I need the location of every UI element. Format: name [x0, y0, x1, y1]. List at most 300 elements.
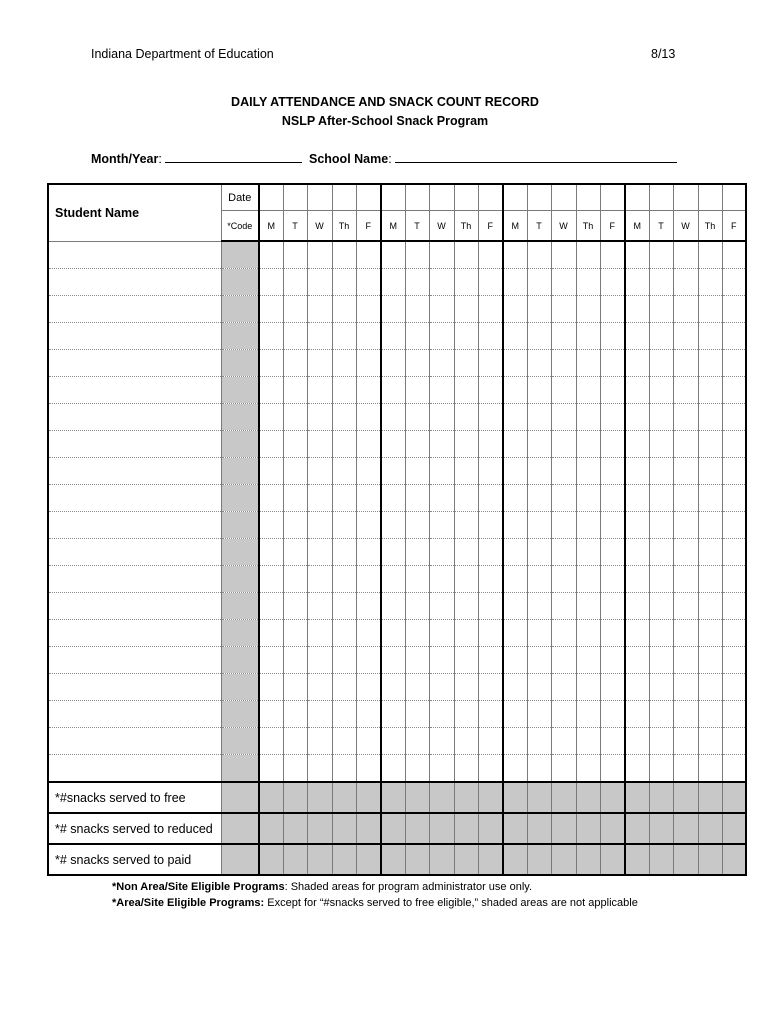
- attendance-cell[interactable]: [307, 404, 332, 431]
- attendance-cell[interactable]: [527, 647, 551, 674]
- attendance-cell[interactable]: [551, 593, 576, 620]
- attendance-cell[interactable]: [527, 674, 551, 701]
- attendance-cell[interactable]: [649, 674, 673, 701]
- attendance-cell[interactable]: [698, 674, 722, 701]
- attendance-cell[interactable]: [673, 512, 698, 539]
- date-cell[interactable]: [307, 184, 332, 211]
- attendance-cell[interactable]: [673, 755, 698, 783]
- attendance-cell[interactable]: [478, 323, 503, 350]
- student-name-cell[interactable]: [48, 539, 221, 566]
- attendance-cell[interactable]: [454, 701, 478, 728]
- attendance-cell[interactable]: [283, 296, 307, 323]
- attendance-cell[interactable]: [503, 755, 527, 783]
- attendance-cell[interactable]: [332, 269, 356, 296]
- totals-count-cell[interactable]: [527, 844, 551, 875]
- attendance-cell[interactable]: [405, 566, 429, 593]
- attendance-cell[interactable]: [649, 512, 673, 539]
- totals-count-cell[interactable]: [625, 782, 649, 813]
- attendance-cell[interactable]: [429, 728, 454, 755]
- totals-count-cell[interactable]: [478, 844, 503, 875]
- attendance-cell[interactable]: [332, 539, 356, 566]
- attendance-cell[interactable]: [429, 512, 454, 539]
- attendance-cell[interactable]: [381, 431, 405, 458]
- attendance-cell[interactable]: [503, 728, 527, 755]
- attendance-cell[interactable]: [429, 593, 454, 620]
- attendance-cell[interactable]: [405, 350, 429, 377]
- attendance-cell[interactable]: [356, 647, 381, 674]
- attendance-cell[interactable]: [503, 431, 527, 458]
- totals-count-cell[interactable]: [576, 813, 600, 844]
- totals-count-cell[interactable]: [307, 813, 332, 844]
- attendance-cell[interactable]: [429, 323, 454, 350]
- attendance-cell[interactable]: [600, 647, 625, 674]
- attendance-cell[interactable]: [259, 593, 283, 620]
- attendance-cell[interactable]: [649, 377, 673, 404]
- attendance-cell[interactable]: [551, 404, 576, 431]
- attendance-cell[interactable]: [478, 620, 503, 647]
- totals-count-cell[interactable]: [698, 844, 722, 875]
- attendance-cell[interactable]: [698, 512, 722, 539]
- totals-count-cell[interactable]: [429, 813, 454, 844]
- attendance-cell[interactable]: [454, 431, 478, 458]
- totals-count-cell[interactable]: [356, 813, 381, 844]
- attendance-cell[interactable]: [551, 269, 576, 296]
- attendance-cell[interactable]: [283, 404, 307, 431]
- student-name-cell[interactable]: [48, 458, 221, 485]
- attendance-cell[interactable]: [698, 701, 722, 728]
- attendance-cell[interactable]: [551, 728, 576, 755]
- attendance-cell[interactable]: [551, 485, 576, 512]
- code-cell[interactable]: [221, 674, 259, 701]
- attendance-cell[interactable]: [283, 647, 307, 674]
- attendance-cell[interactable]: [503, 593, 527, 620]
- attendance-cell[interactable]: [454, 404, 478, 431]
- totals-count-cell[interactable]: [625, 813, 649, 844]
- attendance-cell[interactable]: [698, 241, 722, 269]
- attendance-cell[interactable]: [722, 647, 746, 674]
- attendance-cell[interactable]: [600, 377, 625, 404]
- attendance-cell[interactable]: [503, 620, 527, 647]
- attendance-cell[interactable]: [478, 269, 503, 296]
- attendance-cell[interactable]: [307, 701, 332, 728]
- attendance-cell[interactable]: [673, 296, 698, 323]
- attendance-cell[interactable]: [259, 674, 283, 701]
- attendance-cell[interactable]: [332, 647, 356, 674]
- date-cell[interactable]: [405, 184, 429, 211]
- attendance-cell[interactable]: [429, 350, 454, 377]
- attendance-cell[interactable]: [307, 485, 332, 512]
- attendance-cell[interactable]: [527, 593, 551, 620]
- attendance-cell[interactable]: [600, 539, 625, 566]
- attendance-cell[interactable]: [576, 377, 600, 404]
- attendance-cell[interactable]: [478, 404, 503, 431]
- attendance-cell[interactable]: [429, 755, 454, 783]
- attendance-cell[interactable]: [332, 593, 356, 620]
- attendance-cell[interactable]: [625, 296, 649, 323]
- attendance-cell[interactable]: [551, 512, 576, 539]
- attendance-cell[interactable]: [625, 404, 649, 431]
- attendance-cell[interactable]: [381, 296, 405, 323]
- attendance-cell[interactable]: [600, 620, 625, 647]
- code-cell[interactable]: [221, 566, 259, 593]
- attendance-cell[interactable]: [625, 539, 649, 566]
- attendance-cell[interactable]: [259, 512, 283, 539]
- attendance-cell[interactable]: [405, 377, 429, 404]
- attendance-cell[interactable]: [673, 404, 698, 431]
- attendance-cell[interactable]: [454, 458, 478, 485]
- attendance-cell[interactable]: [527, 323, 551, 350]
- attendance-cell[interactable]: [259, 566, 283, 593]
- totals-count-cell[interactable]: [673, 813, 698, 844]
- totals-count-cell[interactable]: [307, 782, 332, 813]
- attendance-cell[interactable]: [454, 539, 478, 566]
- attendance-cell[interactable]: [307, 512, 332, 539]
- attendance-cell[interactable]: [527, 512, 551, 539]
- attendance-cell[interactable]: [625, 620, 649, 647]
- attendance-cell[interactable]: [478, 485, 503, 512]
- attendance-cell[interactable]: [356, 323, 381, 350]
- attendance-cell[interactable]: [454, 755, 478, 783]
- code-cell[interactable]: [221, 755, 259, 783]
- attendance-cell[interactable]: [405, 701, 429, 728]
- attendance-cell[interactable]: [307, 377, 332, 404]
- attendance-cell[interactable]: [478, 755, 503, 783]
- attendance-cell[interactable]: [356, 377, 381, 404]
- attendance-cell[interactable]: [722, 620, 746, 647]
- attendance-cell[interactable]: [527, 404, 551, 431]
- totals-count-cell[interactable]: [454, 813, 478, 844]
- totals-count-cell[interactable]: [454, 782, 478, 813]
- attendance-cell[interactable]: [332, 728, 356, 755]
- totals-count-cell[interactable]: [722, 813, 746, 844]
- attendance-cell[interactable]: [259, 431, 283, 458]
- totals-count-cell[interactable]: [698, 813, 722, 844]
- totals-count-cell[interactable]: [527, 813, 551, 844]
- attendance-cell[interactable]: [307, 350, 332, 377]
- attendance-cell[interactable]: [527, 539, 551, 566]
- totals-count-cell[interactable]: [600, 782, 625, 813]
- attendance-cell[interactable]: [673, 728, 698, 755]
- attendance-cell[interactable]: [454, 485, 478, 512]
- student-name-cell[interactable]: [48, 431, 221, 458]
- attendance-cell[interactable]: [649, 241, 673, 269]
- attendance-cell[interactable]: [503, 377, 527, 404]
- date-cell[interactable]: [429, 184, 454, 211]
- attendance-cell[interactable]: [454, 512, 478, 539]
- date-cell[interactable]: [527, 184, 551, 211]
- attendance-cell[interactable]: [429, 566, 454, 593]
- student-name-cell[interactable]: [48, 377, 221, 404]
- attendance-cell[interactable]: [381, 323, 405, 350]
- attendance-cell[interactable]: [381, 485, 405, 512]
- attendance-cell[interactable]: [454, 241, 478, 269]
- totals-count-cell[interactable]: [698, 782, 722, 813]
- attendance-cell[interactable]: [307, 323, 332, 350]
- date-cell[interactable]: [649, 184, 673, 211]
- attendance-cell[interactable]: [356, 431, 381, 458]
- attendance-cell[interactable]: [722, 241, 746, 269]
- attendance-cell[interactable]: [722, 404, 746, 431]
- attendance-cell[interactable]: [722, 458, 746, 485]
- attendance-cell[interactable]: [283, 566, 307, 593]
- attendance-cell[interactable]: [600, 241, 625, 269]
- attendance-cell[interactable]: [649, 755, 673, 783]
- student-name-cell[interactable]: [48, 701, 221, 728]
- attendance-cell[interactable]: [405, 323, 429, 350]
- attendance-cell[interactable]: [673, 620, 698, 647]
- attendance-cell[interactable]: [625, 701, 649, 728]
- attendance-cell[interactable]: [722, 512, 746, 539]
- attendance-cell[interactable]: [259, 323, 283, 350]
- attendance-cell[interactable]: [600, 512, 625, 539]
- month-year-field[interactable]: [91, 150, 302, 166]
- attendance-cell[interactable]: [259, 755, 283, 783]
- attendance-cell[interactable]: [283, 431, 307, 458]
- attendance-cell[interactable]: [576, 728, 600, 755]
- attendance-cell[interactable]: [698, 566, 722, 593]
- attendance-cell[interactable]: [307, 431, 332, 458]
- attendance-cell[interactable]: [478, 539, 503, 566]
- attendance-cell[interactable]: [454, 728, 478, 755]
- attendance-cell[interactable]: [576, 431, 600, 458]
- attendance-cell[interactable]: [673, 539, 698, 566]
- attendance-cell[interactable]: [307, 566, 332, 593]
- date-cell[interactable]: [478, 184, 503, 211]
- date-cell[interactable]: [259, 184, 283, 211]
- attendance-cell[interactable]: [551, 755, 576, 783]
- attendance-cell[interactable]: [429, 431, 454, 458]
- date-cell[interactable]: [381, 184, 405, 211]
- attendance-cell[interactable]: [307, 269, 332, 296]
- attendance-cell[interactable]: [527, 296, 551, 323]
- attendance-cell[interactable]: [356, 566, 381, 593]
- attendance-cell[interactable]: [356, 512, 381, 539]
- attendance-cell[interactable]: [429, 674, 454, 701]
- attendance-cell[interactable]: [381, 241, 405, 269]
- totals-count-cell[interactable]: [551, 813, 576, 844]
- attendance-cell[interactable]: [698, 647, 722, 674]
- attendance-cell[interactable]: [283, 377, 307, 404]
- attendance-cell[interactable]: [600, 269, 625, 296]
- attendance-cell[interactable]: [429, 296, 454, 323]
- attendance-cell[interactable]: [673, 323, 698, 350]
- attendance-cell[interactable]: [283, 593, 307, 620]
- attendance-cell[interactable]: [259, 728, 283, 755]
- attendance-cell[interactable]: [405, 728, 429, 755]
- totals-count-cell[interactable]: [625, 844, 649, 875]
- attendance-cell[interactable]: [649, 647, 673, 674]
- attendance-cell[interactable]: [722, 323, 746, 350]
- attendance-cell[interactable]: [429, 269, 454, 296]
- attendance-cell[interactable]: [429, 539, 454, 566]
- student-name-cell[interactable]: [48, 593, 221, 620]
- attendance-cell[interactable]: [478, 512, 503, 539]
- attendance-cell[interactable]: [356, 350, 381, 377]
- totals-count-cell[interactable]: [259, 782, 283, 813]
- totals-count-cell[interactable]: [478, 782, 503, 813]
- attendance-cell[interactable]: [527, 431, 551, 458]
- attendance-cell[interactable]: [259, 296, 283, 323]
- code-cell[interactable]: [221, 701, 259, 728]
- attendance-cell[interactable]: [381, 377, 405, 404]
- totals-count-cell[interactable]: [405, 813, 429, 844]
- school-name-field[interactable]: [309, 150, 677, 166]
- attendance-cell[interactable]: [600, 485, 625, 512]
- attendance-cell[interactable]: [576, 241, 600, 269]
- student-name-cell[interactable]: [48, 404, 221, 431]
- code-cell[interactable]: [221, 728, 259, 755]
- attendance-cell[interactable]: [332, 323, 356, 350]
- totals-count-cell[interactable]: [503, 782, 527, 813]
- attendance-cell[interactable]: [722, 296, 746, 323]
- attendance-cell[interactable]: [527, 485, 551, 512]
- attendance-cell[interactable]: [551, 620, 576, 647]
- attendance-cell[interactable]: [551, 296, 576, 323]
- student-name-cell[interactable]: [48, 269, 221, 296]
- date-cell[interactable]: [625, 184, 649, 211]
- attendance-cell[interactable]: [576, 485, 600, 512]
- attendance-cell[interactable]: [503, 539, 527, 566]
- attendance-cell[interactable]: [283, 674, 307, 701]
- attendance-cell[interactable]: [503, 674, 527, 701]
- attendance-cell[interactable]: [551, 431, 576, 458]
- attendance-cell[interactable]: [429, 377, 454, 404]
- attendance-cell[interactable]: [600, 755, 625, 783]
- attendance-cell[interactable]: [332, 755, 356, 783]
- attendance-cell[interactable]: [503, 323, 527, 350]
- attendance-cell[interactable]: [625, 755, 649, 783]
- attendance-cell[interactable]: [283, 539, 307, 566]
- attendance-cell[interactable]: [722, 350, 746, 377]
- attendance-cell[interactable]: [576, 701, 600, 728]
- attendance-cell[interactable]: [381, 512, 405, 539]
- attendance-cell[interactable]: [259, 539, 283, 566]
- attendance-cell[interactable]: [673, 701, 698, 728]
- attendance-cell[interactable]: [600, 674, 625, 701]
- attendance-cell[interactable]: [283, 323, 307, 350]
- attendance-cell[interactable]: [259, 647, 283, 674]
- totals-count-cell[interactable]: [600, 844, 625, 875]
- month-year-blank[interactable]: [165, 150, 302, 163]
- attendance-cell[interactable]: [356, 241, 381, 269]
- attendance-cell[interactable]: [551, 674, 576, 701]
- attendance-cell[interactable]: [405, 269, 429, 296]
- code-cell[interactable]: [221, 241, 259, 269]
- totals-count-cell[interactable]: [722, 844, 746, 875]
- attendance-cell[interactable]: [332, 350, 356, 377]
- attendance-cell[interactable]: [405, 755, 429, 783]
- attendance-cell[interactable]: [478, 701, 503, 728]
- attendance-cell[interactable]: [698, 485, 722, 512]
- attendance-cell[interactable]: [527, 269, 551, 296]
- attendance-cell[interactable]: [551, 323, 576, 350]
- attendance-cell[interactable]: [576, 620, 600, 647]
- attendance-cell[interactable]: [527, 566, 551, 593]
- totals-count-cell[interactable]: [429, 782, 454, 813]
- attendance-cell[interactable]: [600, 593, 625, 620]
- attendance-cell[interactable]: [576, 269, 600, 296]
- totals-count-cell[interactable]: [576, 782, 600, 813]
- attendance-cell[interactable]: [551, 458, 576, 485]
- attendance-cell[interactable]: [405, 512, 429, 539]
- student-name-cell[interactable]: [48, 512, 221, 539]
- attendance-cell[interactable]: [600, 431, 625, 458]
- code-cell[interactable]: [221, 539, 259, 566]
- attendance-cell[interactable]: [649, 620, 673, 647]
- attendance-cell[interactable]: [478, 674, 503, 701]
- attendance-cell[interactable]: [405, 404, 429, 431]
- attendance-cell[interactable]: [625, 674, 649, 701]
- attendance-cell[interactable]: [283, 701, 307, 728]
- attendance-cell[interactable]: [478, 647, 503, 674]
- attendance-cell[interactable]: [625, 269, 649, 296]
- totals-count-cell[interactable]: [405, 782, 429, 813]
- code-cell[interactable]: [221, 404, 259, 431]
- attendance-cell[interactable]: [625, 458, 649, 485]
- totals-count-cell[interactable]: [429, 844, 454, 875]
- attendance-cell[interactable]: [259, 269, 283, 296]
- attendance-cell[interactable]: [405, 593, 429, 620]
- attendance-cell[interactable]: [673, 647, 698, 674]
- attendance-cell[interactable]: [649, 431, 673, 458]
- attendance-cell[interactable]: [478, 566, 503, 593]
- attendance-cell[interactable]: [625, 647, 649, 674]
- attendance-cell[interactable]: [332, 674, 356, 701]
- attendance-cell[interactable]: [478, 241, 503, 269]
- attendance-cell[interactable]: [673, 485, 698, 512]
- attendance-cell[interactable]: [283, 755, 307, 783]
- attendance-cell[interactable]: [381, 647, 405, 674]
- attendance-cell[interactable]: [356, 485, 381, 512]
- attendance-cell[interactable]: [259, 241, 283, 269]
- attendance-cell[interactable]: [576, 755, 600, 783]
- student-name-cell[interactable]: [48, 296, 221, 323]
- attendance-cell[interactable]: [454, 350, 478, 377]
- attendance-cell[interactable]: [722, 728, 746, 755]
- attendance-cell[interactable]: [600, 728, 625, 755]
- attendance-cell[interactable]: [454, 269, 478, 296]
- attendance-cell[interactable]: [698, 755, 722, 783]
- attendance-cell[interactable]: [454, 593, 478, 620]
- totals-count-cell[interactable]: [259, 844, 283, 875]
- totals-count-cell[interactable]: [356, 782, 381, 813]
- attendance-cell[interactable]: [503, 647, 527, 674]
- code-cell[interactable]: [221, 323, 259, 350]
- attendance-cell[interactable]: [503, 241, 527, 269]
- attendance-cell[interactable]: [698, 458, 722, 485]
- attendance-cell[interactable]: [356, 269, 381, 296]
- date-cell[interactable]: [551, 184, 576, 211]
- attendance-cell[interactable]: [283, 458, 307, 485]
- date-cell[interactable]: [698, 184, 722, 211]
- attendance-cell[interactable]: [307, 647, 332, 674]
- attendance-cell[interactable]: [454, 296, 478, 323]
- attendance-cell[interactable]: [649, 458, 673, 485]
- attendance-cell[interactable]: [722, 377, 746, 404]
- attendance-cell[interactable]: [576, 404, 600, 431]
- code-cell[interactable]: [221, 620, 259, 647]
- attendance-cell[interactable]: [722, 431, 746, 458]
- attendance-cell[interactable]: [576, 458, 600, 485]
- attendance-cell[interactable]: [649, 701, 673, 728]
- attendance-cell[interactable]: [722, 674, 746, 701]
- date-cell[interactable]: [283, 184, 307, 211]
- student-name-cell[interactable]: [48, 566, 221, 593]
- totals-count-cell[interactable]: [673, 844, 698, 875]
- code-cell[interactable]: [221, 485, 259, 512]
- attendance-cell[interactable]: [649, 566, 673, 593]
- attendance-cell[interactable]: [478, 431, 503, 458]
